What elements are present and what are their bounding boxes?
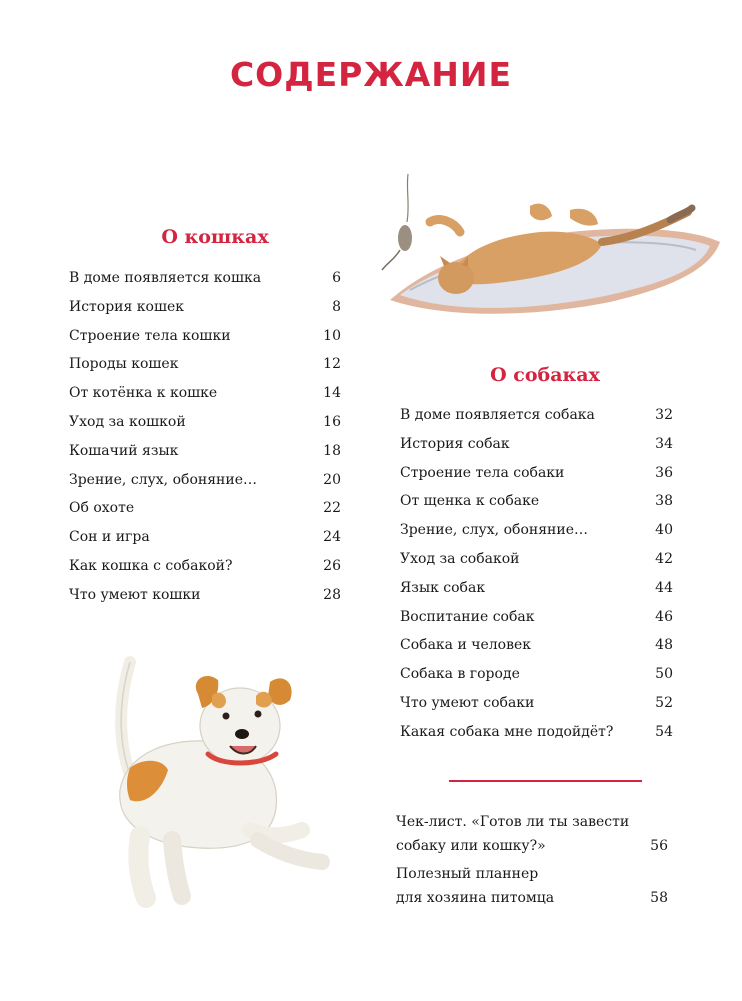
- section-divider: [449, 780, 642, 782]
- toc-item-page: 34: [655, 435, 673, 452]
- toc-list-dogs: [400, 401, 673, 747]
- toc-item-label: От котёнка к кошке: [69, 385, 218, 402]
- page-title: СОДЕРЖАНИЕ: [229, 55, 513, 94]
- planner-line-1: Полезный планнер: [396, 866, 539, 882]
- toc-item-page: 10: [323, 327, 341, 344]
- toc-item-page: 56: [650, 838, 668, 854]
- toc-item-page: 32: [655, 407, 673, 423]
- toc-list-cats: [69, 264, 341, 610]
- toc-item-page: 42: [655, 550, 673, 567]
- toc-item-label: Строение тела собаки: [400, 464, 565, 481]
- toc-item-page: 48: [655, 637, 673, 654]
- toc-item-label: Сон и игра: [69, 529, 150, 546]
- toc-item-label: Зрение, слух, обоняние…: [400, 522, 588, 539]
- toc-item-label: История кошек: [69, 298, 185, 315]
- section-title-cats: О кошках: [161, 226, 269, 248]
- toc-item-page: 8: [332, 298, 341, 315]
- toc-item[interactable]: [400, 660, 673, 689]
- toc-item-page: 58: [650, 890, 668, 906]
- toc-item-page: 14: [323, 385, 341, 402]
- toc-item-label: Об охоте: [69, 500, 135, 517]
- toc-item-label: Собака и человек: [400, 637, 532, 654]
- toc-item[interactable]: [69, 552, 341, 581]
- toc-item[interactable]: [69, 581, 341, 610]
- toc-item-label: Уход за кошкой: [69, 413, 186, 430]
- toc-item[interactable]: [400, 574, 673, 603]
- toc-item-label: Строение тела кошки: [69, 327, 231, 344]
- section-title-dogs: О собаках: [490, 364, 600, 386]
- toc-item[interactable]: [69, 293, 341, 322]
- toc-item-label: Зрение, слух, обоняние…: [69, 471, 257, 488]
- toc-item-page: 18: [323, 442, 341, 459]
- toc-item-page: 36: [655, 464, 673, 481]
- toc-item[interactable]: [69, 379, 341, 408]
- checklist-label: [396, 810, 629, 858]
- toc-item[interactable]: [400, 401, 673, 430]
- toc-item-planner[interactable]: [396, 862, 668, 910]
- toc-item-page: 6: [332, 270, 341, 286]
- toc-item-label: История собак: [400, 435, 510, 452]
- toc-item-page: 52: [655, 694, 673, 711]
- toc-item[interactable]: [400, 487, 673, 516]
- toc-item-checklist[interactable]: [396, 810, 668, 858]
- toc-item-label: Кошачий язык: [69, 442, 179, 459]
- checklist-line-1: Чек-лист. «Готов ли ты завести: [396, 814, 630, 830]
- toc-item-page: 54: [655, 723, 673, 740]
- toc-item-page: 44: [655, 579, 673, 596]
- toc-item[interactable]: [69, 523, 341, 552]
- toc-item[interactable]: [69, 494, 341, 523]
- toc-item[interactable]: [69, 437, 341, 466]
- toc-item[interactable]: [400, 459, 673, 488]
- toc-item[interactable]: [69, 466, 341, 495]
- toc-item-label: Как кошка с собакой?: [69, 557, 233, 574]
- toc-item[interactable]: [400, 603, 673, 632]
- toc-item-page: 16: [323, 413, 341, 430]
- dog-head: [196, 676, 292, 764]
- toc-item-label: Уход за собакой: [400, 550, 520, 567]
- toc-item-label: Язык собак: [400, 579, 486, 596]
- toc-item-label: Какая собака мне подойдёт?: [400, 723, 614, 740]
- toc-item-page: 20: [323, 471, 341, 488]
- toc-item[interactable]: [400, 545, 673, 574]
- toc-item-page: 28: [323, 586, 341, 603]
- toc-item[interactable]: [400, 631, 673, 660]
- toc-item-page: 38: [655, 493, 673, 510]
- toc-item-page: 40: [655, 522, 673, 539]
- toc-item-label: Что умеют кошки: [69, 586, 201, 603]
- toc-item[interactable]: [400, 718, 673, 747]
- toc-item-label: От щенка к собаке: [400, 493, 540, 510]
- toc-item-label: В доме появляется кошка: [69, 270, 262, 286]
- toc-item-page: 22: [323, 500, 341, 517]
- toc-item-page: 12: [323, 356, 341, 373]
- toc-item-label: Собака в городе: [400, 666, 520, 683]
- toc-item-page: 46: [655, 608, 673, 625]
- toc-item[interactable]: [69, 264, 341, 293]
- toc-item[interactable]: [69, 350, 341, 379]
- toc-item[interactable]: [400, 689, 673, 718]
- toc-item-label: В доме появляется собака: [400, 407, 595, 423]
- toc-item-page: 50: [655, 666, 673, 683]
- toc-item[interactable]: [400, 430, 673, 459]
- toc-item-label: Породы кошек: [69, 356, 179, 373]
- checklist-line-2: собаку или кошку?»: [396, 838, 546, 854]
- planner-line-2: для хозяина питомца: [396, 890, 555, 906]
- toc-item-label: Что умеют собаки: [400, 694, 535, 711]
- toc-item-page: 26: [323, 557, 341, 574]
- dog-illustration: [90, 650, 340, 910]
- toc-item-page: 24: [323, 529, 341, 546]
- cat-illustration: [370, 170, 730, 330]
- toc-item-label: Воспитание собак: [400, 608, 535, 625]
- toc-item[interactable]: [69, 408, 341, 437]
- toc-item[interactable]: [69, 322, 341, 351]
- toc-item[interactable]: [400, 516, 673, 545]
- planner-label: [396, 862, 554, 910]
